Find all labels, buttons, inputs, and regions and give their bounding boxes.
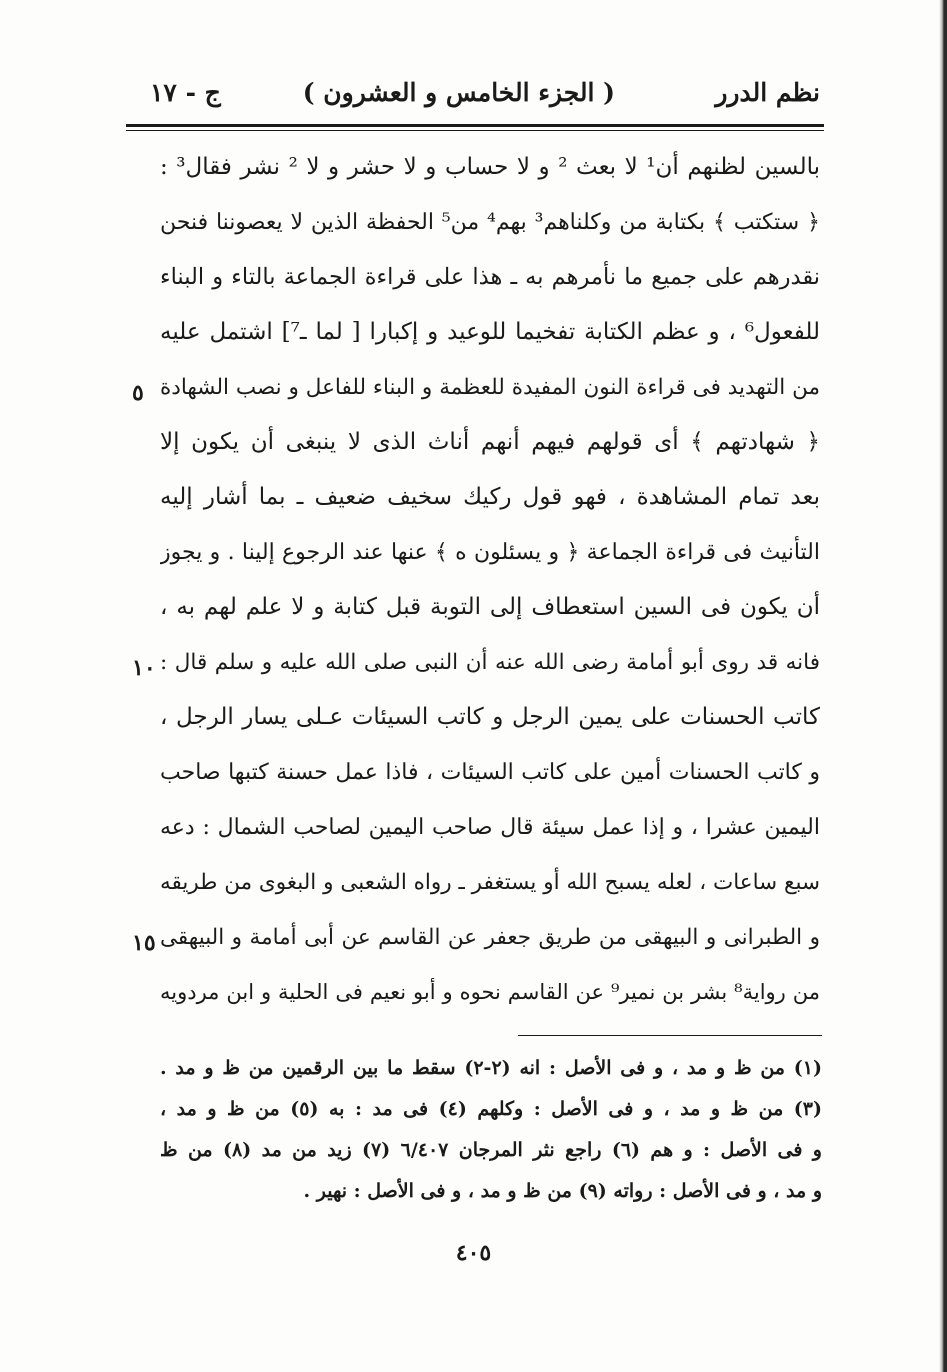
text-line-3: نقدرهم على جميع ما نأمرهم به ـ هذا على قراءة الجماعة بالتاء و البناء	[160, 264, 820, 290]
footnote-line-4: و مد ، و فى الأصل : رواته (٩) من ظ و مد ، و فى الأصل : نهير .	[303, 1180, 822, 1202]
text-line-13: اليمين عشرا ، و إذا عمل سيئة قال صاحب اليمين لصاحب الشمال : دعه	[160, 815, 820, 840]
volume-number: ج - ١٧	[150, 78, 221, 107]
text-line-6: ﴿ شهادتهم ﴾ أى قولهم فيهم أنهم أناث الذى لا ينبغى أن يكون إلا	[160, 429, 820, 455]
text-line-4: للفعول⁶ ، و عظم الكتابة تفخيما للوعيد و إكبارا [ لما ـ⁷] اشتمل عليه	[160, 319, 820, 345]
text-line-16: من رواية⁸ بشر بن نمير⁹ عن القاسم نحوه و أبو نعيم فى الحلية و ابن مردويه	[160, 980, 820, 1004]
text-line-11: كاتب الحسنات على يمين الرجل و كاتب السيئات عـلى يسار الرجل ،	[160, 704, 820, 730]
page-edge	[939, 0, 947, 1372]
text-line-8: التأنيث فى قراءة الجماعة ﴿ و يسئلون ه ﴾ عنها عند الرجوع إلينا . و يجوز	[160, 540, 820, 565]
footnote-line-3: و فى الأصل : و هم (٦) راجع نثر المرجان ٦/٤٠٧ (٧) زيد من مد (٨) من ظ	[160, 1139, 822, 1161]
line-number-10: ١٠	[132, 655, 156, 681]
text-line-5: من التهديد فى قراءة النون المفيدة للعظمة و البناء للفاعل و نصب الشهادة	[160, 375, 820, 400]
footnote-rule	[518, 1035, 822, 1036]
running-header	[150, 72, 820, 122]
header-rule-thick	[126, 124, 824, 127]
line-number-15: ١٥	[132, 930, 156, 956]
text-line-2: ﴿ ستكتب ﴾ بكتابة من وكلناهم³ بهم⁴ من⁵ الحفظة الذين لا يعصوننا فنحن	[160, 210, 820, 235]
main-text	[160, 140, 820, 1020]
text-line-1: بالسين لظنهم أن¹ لا بعث ² و لا حساب و لا حشر و لا ² نشر فقال³ :	[160, 154, 820, 180]
text-line-7: بعد تمام المشاهدة ، فهو قول ركيك سخيف ضعيف ـ بما أشار إليه	[160, 484, 820, 510]
line-number-5: ٥	[132, 380, 144, 406]
footnote-line-2: (٣) من ظ و مد ، و فى الأصل : وكلهم (٤) فى مد : به (٥) من ظ و مد ،	[160, 1098, 822, 1120]
text-line-12: و كاتب الحسنات أمين على كاتب السيئات ، فاذا عمل حسنة كتبها صاحب	[160, 760, 820, 785]
text-line-10: فانه قد روى أبو أمامة رضى الله عنه أن النبى صلى الله عليه و سلم قال :	[160, 650, 820, 675]
text-line-9: أن يكون فى السين استعطاف إلى التوبة قبل كتابة و لا علم لهم به ،	[160, 594, 820, 620]
page-number: ٤٠٥	[455, 1240, 492, 1266]
footnote-line-1: (١) من ظ و مد ، و فى الأصل : انه (٢-٢) سقط ما بين الرقمين من ظ و مد .	[160, 1057, 822, 1079]
text-line-15: و الطبرانى و البيهقى من طريق جعفر عن القاسم عن أبى أمامة و البيهقى	[160, 925, 820, 950]
text-line-14: سبع ساعات ، لعله يسبح الله أو يستغفر ـ رواه الشعبى و البغوى من طريقه	[160, 870, 820, 895]
footnotes	[160, 1048, 822, 1212]
part-title: ( الجزء الخامس و العشرون )	[302, 78, 615, 107]
book-title: نظم الدرر	[715, 78, 820, 107]
header-rule-thin	[126, 130, 824, 131]
